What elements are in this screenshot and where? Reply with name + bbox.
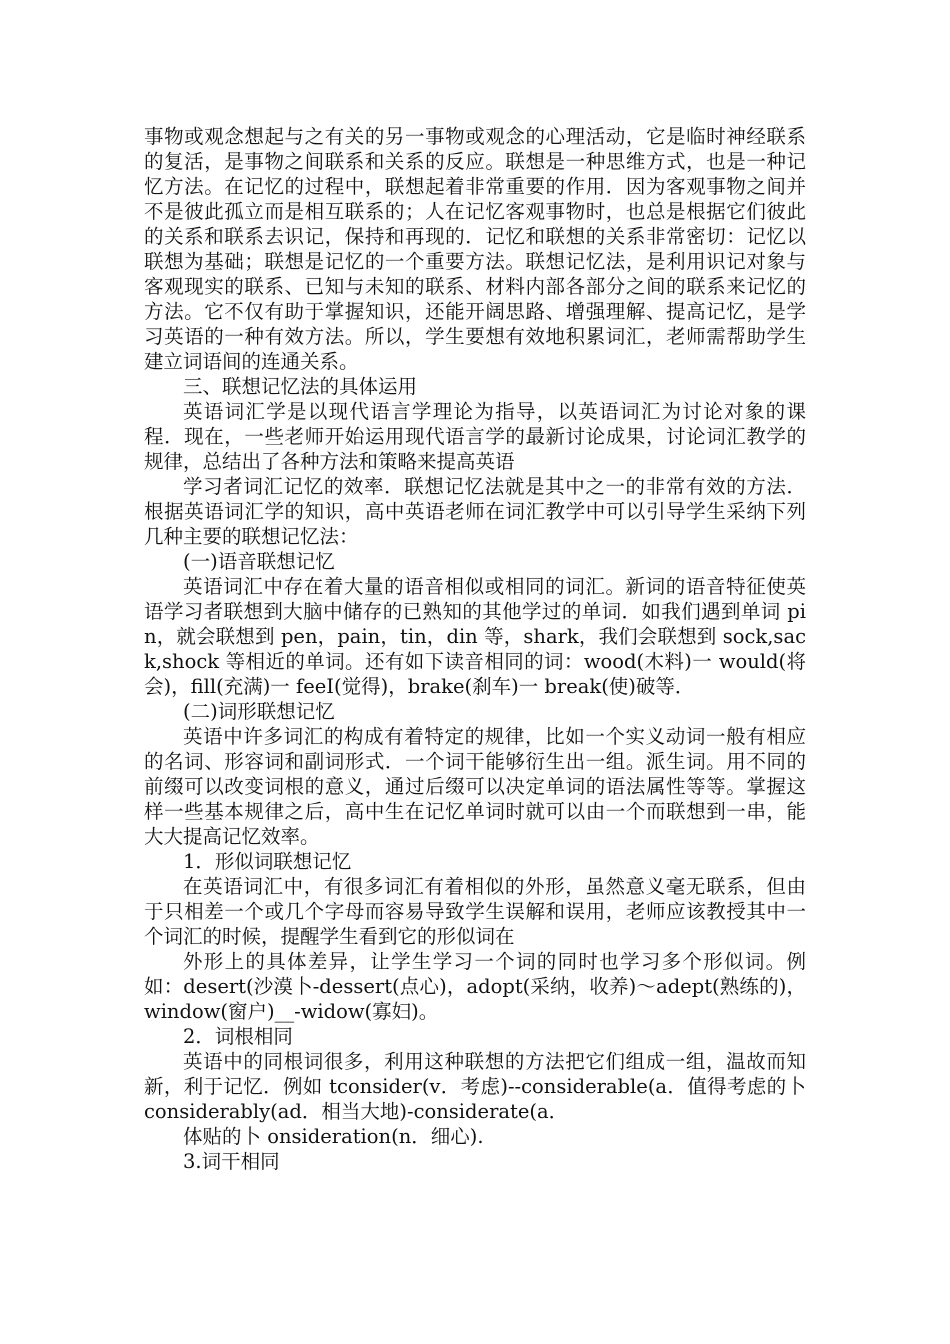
- subheading-morphological-association: (二)词形联想记忆: [183, 700, 335, 723]
- paragraph-association-definition: 事物或观念想起与之有关的另一事物或观念的心理活动，它是临时神经联系的复活，是事物之间联系和关系的反应。联想是一种思维方式，也是一种记忆方法。在记忆的过程中，联想起着非常重要的作用．因为客观事物之间并不是彼此孤立而是相互联系的；人在记忆客观事物时，也总是根据它们彼此的关系和联系去识记，保持和再现的．记忆和联想的关系非常密切：记忆以联想为基础；联想是记忆的一个重要方法。联想记忆法，是利用识记对象与客观现实的联系、已知与未知的联系、材料内部各部分之间的联系来记忆的方法。它不仅有助于掌握知识，还能开阔思路、增强理解、提高记忆，是学习英语的一种有效方法。所以，学生要想有效地积累词汇，老师需帮助学生建立词语间的连通关系。: [144, 125, 806, 373]
- subheading-same-root: 2．词根相同: [183, 1025, 293, 1048]
- paragraph-memory-efficiency: 学习者词汇记忆的效率．联想记忆法就是其中之一的非常有效的方法．根据英语词汇学的知识，高中英语老师在词汇教学中可以引导学生采纳下列几种主要的联想记忆法：: [144, 475, 806, 548]
- subheading-same-stem: 3.词干相同: [183, 1150, 280, 1173]
- subheading-similar-form-words: 1．形似词联想记忆: [183, 850, 352, 873]
- paragraph-similar-form-intro: 在英语词汇中，有很多词汇有着相似的外形，虽然意义毫无联系，但由于只相差一个或几个字母而容易导致学生误解和误用，老师应该教授其中一个词汇的时候，提醒学生看到它的形似词在: [144, 875, 806, 948]
- document-body: [144, 124, 806, 1174]
- paragraph-lexicology-intro: 英语词汇学是以现代语言学理论为指导，以英语词汇为讨论对象的课程．现在，一些老师开始运用现代语言学的最新讨论成果，讨论词汇教学的规律，总结出了各种方法和策略来提高英语: [144, 400, 806, 473]
- section-heading-application: 三、联想记忆法的具体运用: [183, 375, 418, 398]
- paragraph-same-root-examples: 英语中的同根词很多，利用这种联想的方法把它们组成一组，温故而知新，利于记忆．例如 tconsider(v．考虑)--considerable(a．值得考虑的卜 considerably(ad．相当大地)-considerate(a．: [144, 1050, 806, 1123]
- paragraph-same-root-continued: 体贴的卜 onsideration(n．细心).: [183, 1125, 484, 1148]
- paragraph-phonetic-examples: 英语词汇中存在着大量的语音相似或相同的词汇。新词的语音特征使英语学习者联想到大脑中储存的已熟知的其他学过的单词．如我们遇到单词 pin，就会联想到 pen，pain，tin，din 等，shark，我们会联想到 sock,sack,shock 等相近的单词。还有如下读音相同的词：wood(木料)一 would(将会)，fill(充满)一 feeI(觉得)，brake(刹车)一 break(使)破等．: [144, 575, 806, 698]
- subheading-phonetic-association: (一)语音联想记忆: [183, 550, 335, 573]
- paragraph-similar-form-examples: 外形上的具体差异，让学生学习一个词的同时也学习多个形似词。例如：desert(沙漠卜-dessert(点心)，adopt(采纳，收养)～adept(熟练的)，window(窗户)__-widow(寡妇)。: [144, 950, 806, 1023]
- paragraph-morphological-rules: 英语中许多词汇的构成有着特定的规律，比如一个实义动词一般有相应的名词、形容词和副词形式．一个词干能够衍生出一组。派生词。用不同的前缀可以改变词根的意义，通过后缀可以决定单词的语法属性等等。掌握这样一些基本规律之后，高中生在记忆单词时就可以由一个而联想到一串，能大大提高记忆效率。: [144, 725, 806, 848]
